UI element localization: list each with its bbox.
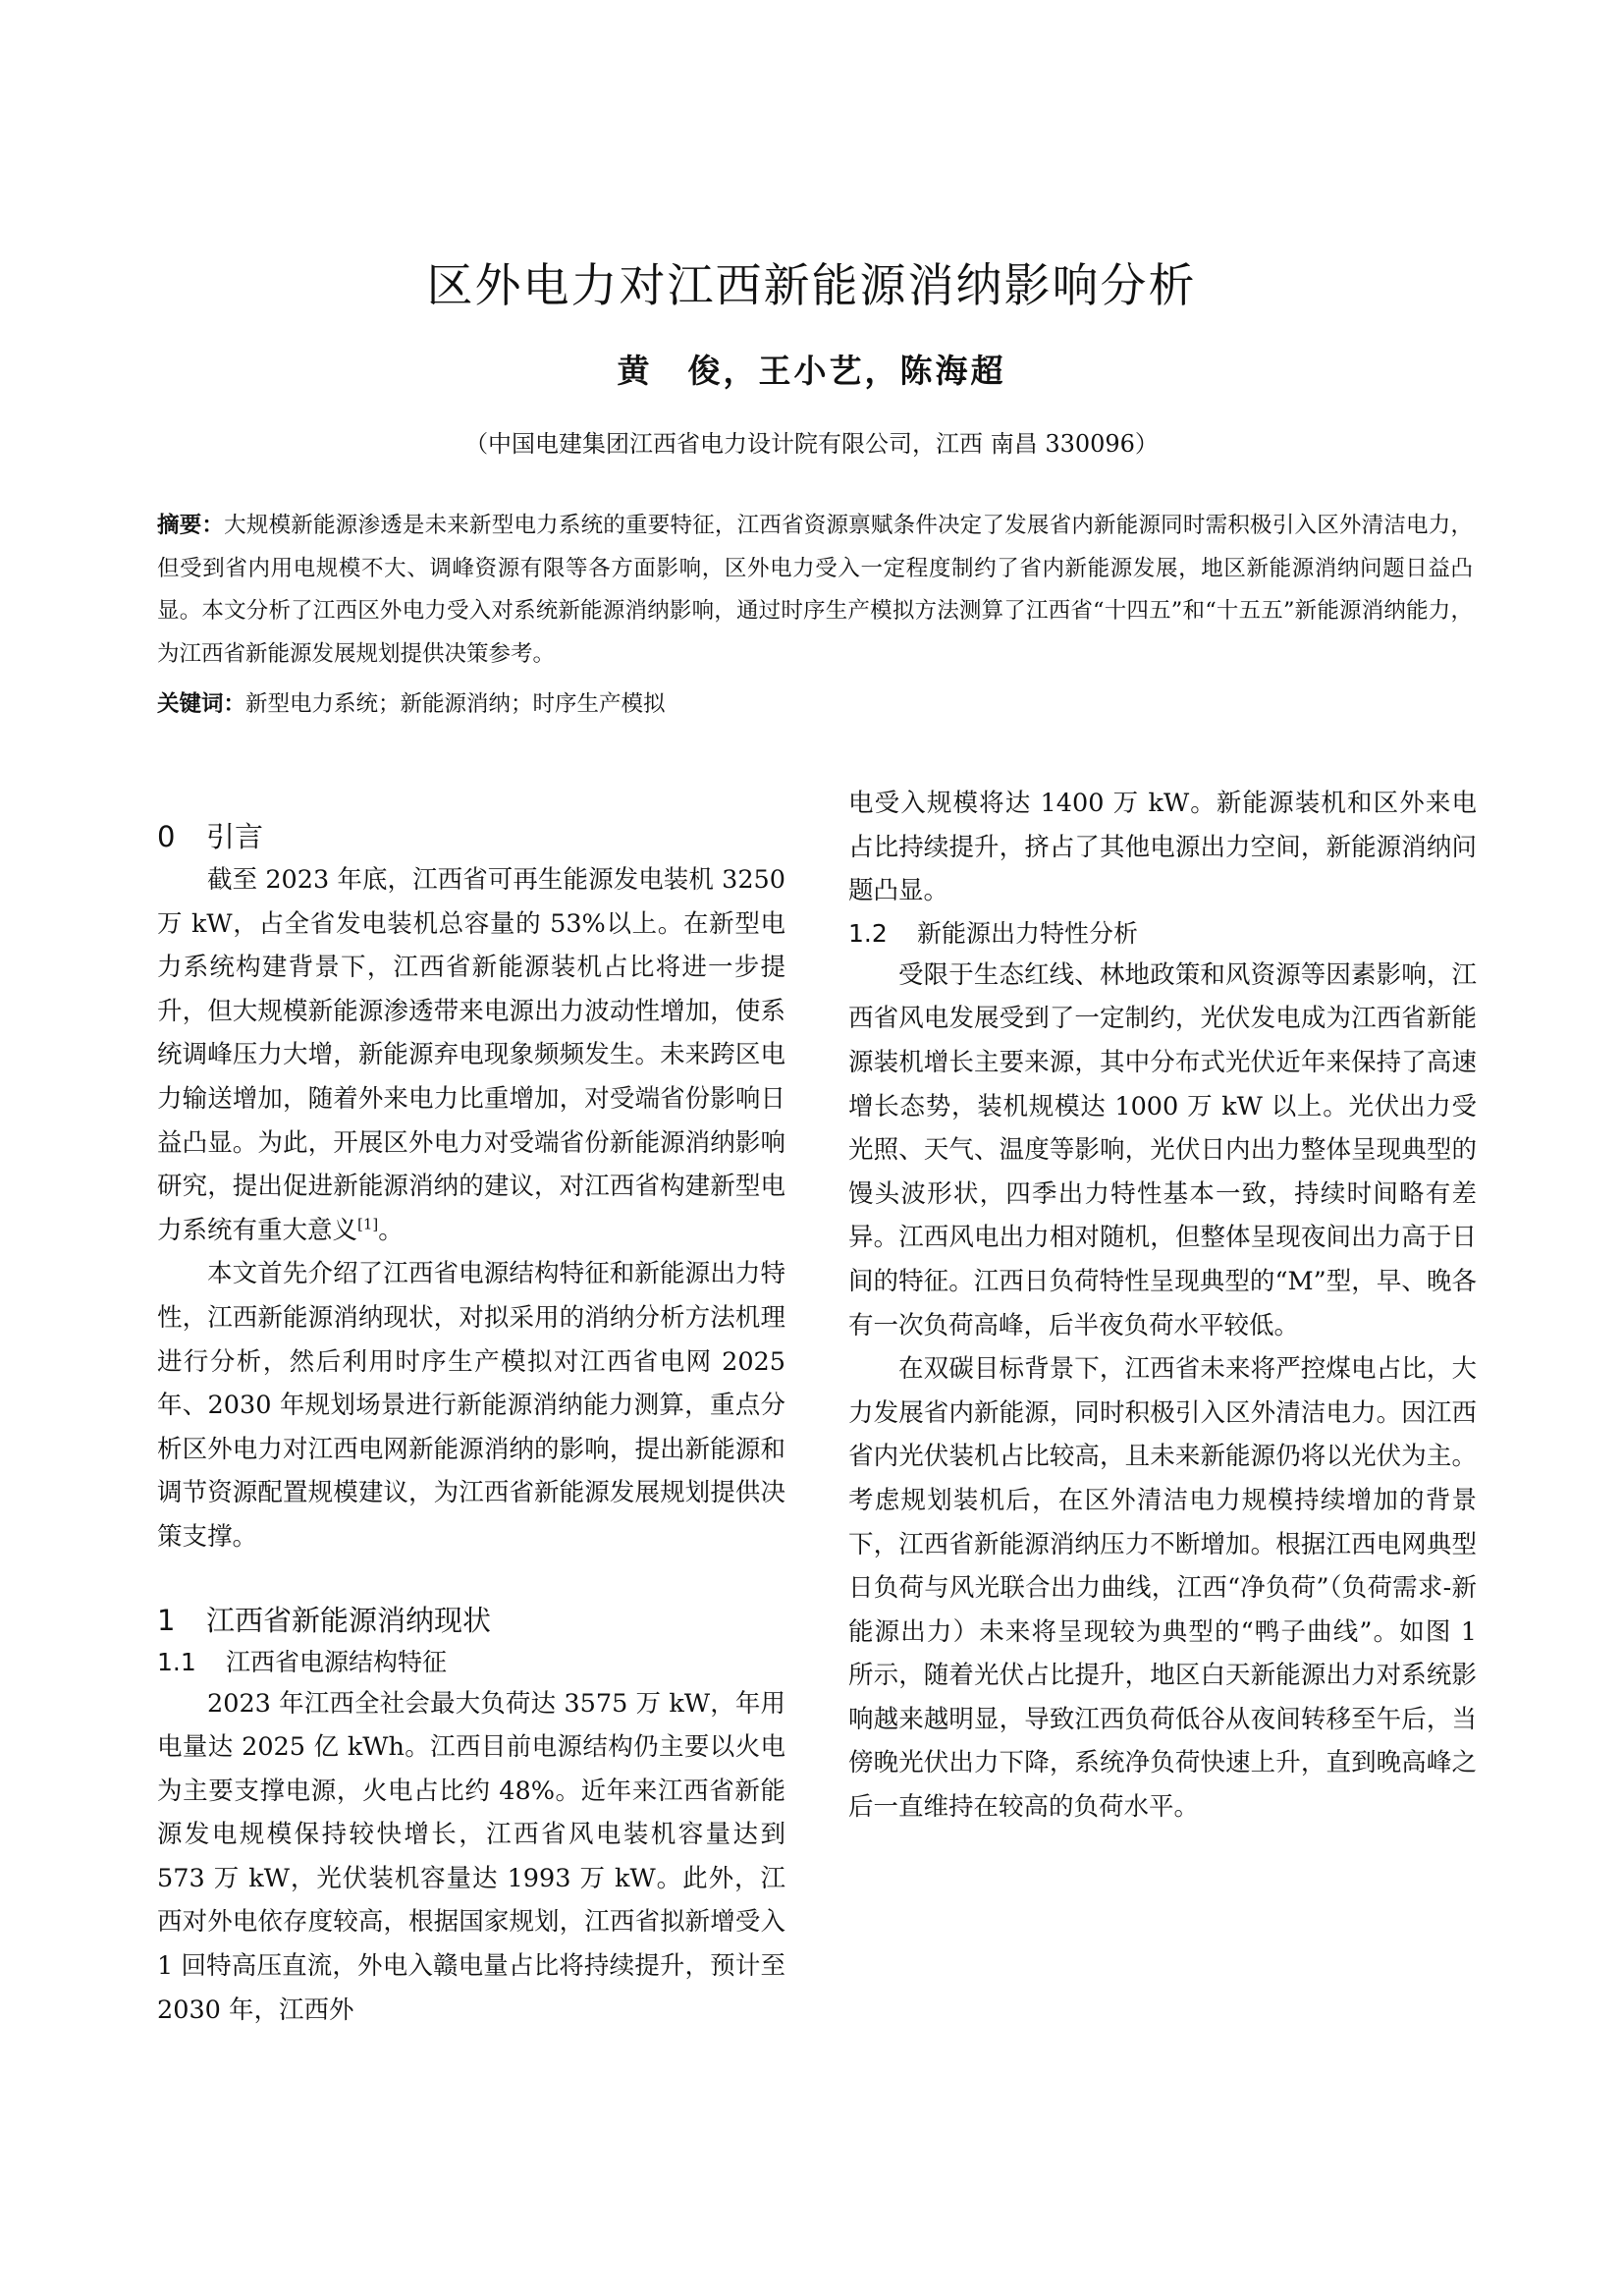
section-0-paragraph-1 bbox=[157, 858, 785, 1252]
citation-ref: [1] bbox=[357, 1215, 379, 1233]
section-0-paragraph-2: 本文首先介绍了江西省电源结构特征和新能源出力特性，江西新能源消纳现状，对拟采用的消纳分析方法机理进行分析，然后利用时序生产模拟对江西省电网 2025 年、2030 年规划场景进行新能源消纳能力测算，重点分析区外电力对江西电网新能源消纳的影响，提出新能源和调节资源配置规模建议，为江西省新能源发展规划提供决策支撑。 bbox=[157, 1259, 785, 1552]
paragraph-end: 。 bbox=[378, 1215, 404, 1245]
subsection-1-2-paragraph-1: 受限于生态红线、林地政策和风资源等因素影响，江西省风电发展受到了一定制约，光伏发电成为江西省新能源装机增长主要来源，其中分布式光伏近年来保持了高速增长态势，装机规模达 1000 万 kW 以上。光伏出力受光照、天气、温度等影响，光伏日内出力整体呈现典型的馒头波形状，四季出力特性基本一致，持续时间略有差异。江西风电出力相对随机，但整体呈现夜间出力高于日间的特征。江西日负荷特性呈现典型的“M”型，早、晚各有一次负荷高峰，后半夜负荷水平较低。 bbox=[848, 959, 1477, 1340]
abstract-text: 大规模新能源渗透是未来新型电力系统的重要特征，江西省资源禀赋条件决定了发展省内新能源同时需积极引入区外清洁电力，但受到省内用电规模不大、调峰资源有限等各方面影响，区外电力受入一定程度制约了省内新能源发展，地区新能源消纳问题日益凸显。本文分析了江西区外电力受入对系统新能源消纳影响，通过时序生产模拟方法测算了江西省“十四五”和“十五五”新能源消纳能力，为江西省新能源发展规划提供决策参考。 bbox=[157, 513, 1473, 667]
section-0-number: 0 bbox=[157, 820, 176, 853]
abstract-label: 摘要： bbox=[157, 513, 225, 538]
subsection-1-2-number: 1.2 bbox=[848, 918, 888, 948]
subsection-1-2-title: 新能源出力特性分析 bbox=[917, 918, 1139, 948]
section-0-heading bbox=[157, 815, 785, 858]
authors: 黄 俊，王小艺，陈海超 bbox=[617, 352, 1006, 390]
keywords-text: 新型电力系统；新能源消纳；时序生产模拟 bbox=[245, 691, 666, 717]
subsection-1-1-paragraph: 2023 年江西全社会最大负荷达 3575 万 kW，年用电量达 2025 亿 kWh。江西目前电源结构仍主要以火电为主要支撑电源，火电占比约 48%。近年来江西省新能源发电规模保持较快增长，江西省风电装机容量达到 573 万 kW，光伏装机容量达 1993 万 kW。此外，江西对外电依存度较高，根据国家规划，江西省拟新增受入 1 回特高压直流，外电入赣电量占比将持续提升，预计至 2030 年，江西外 bbox=[157, 1688, 785, 2025]
section-1-heading bbox=[157, 1599, 785, 1642]
keywords-label: 关键词： bbox=[157, 691, 246, 717]
section-0-title: 引言 bbox=[206, 820, 264, 853]
subsection-1-2-heading bbox=[848, 913, 1477, 954]
subsection-1-1-title: 江西省电源结构特征 bbox=[226, 1647, 448, 1676]
paragraph-text: 截至 2023 年底，江西省可再生能源发电装机 3250 万 kW，占全省发电装机总容量的 53%以上。在新型电力系统构建背景下，江西省新能源装机占比将进一步提升，但大规模新能源渗透带来电源出力波动性增加，使系统调峰压力大增，新能源弃电现象频频发生。未来跨区电力输送增加，随着外来电力比重增加，对受端省份影响日益凸显。为此，开展区外电力对受端省份新能源消纳影响研究，提出促进新能源消纳的建议，对江西省构建新型电力系统有重大意义 bbox=[157, 865, 785, 1245]
paper-title: 区外电力对江西新能源消纳影响分析 bbox=[426, 259, 1197, 313]
left-column bbox=[157, 815, 785, 2032]
section-1-number: 1 bbox=[157, 1603, 176, 1637]
subsection-1-1-paragraph-continued: 电受入规模将达 1400 万 kW。新能源装机和区外来电占比持续提升，挤占了其他电源出力空间，新能源消纳问题凸显。 bbox=[848, 789, 1477, 906]
keywords bbox=[157, 683, 1473, 726]
affiliation: （中国电建集团江西省电力设计院有限公司，江西 南昌 330096） bbox=[464, 430, 1159, 458]
abstract bbox=[157, 505, 1473, 676]
subsection-1-1-number: 1.1 bbox=[157, 1647, 196, 1676]
subsection-1-2-paragraph-2: 在双碳目标背景下，江西省未来将严控煤电占比，大力发展省内新能源，同时积极引入区外清洁电力。因江西省内光伏装机占比较高，且未来新能源仍将以光伏为主。考虑规划装机后，在区外清洁电力规模持续增加的背景下，江西省新能源消纳压力不断增加。根据江西电网典型日负荷与风光联合出力曲线，江西“净负荷”（负荷需求-新能源出力）未来将呈现较为典型的“鸭子曲线”。如图 1 所示，随着光伏占比提升，地区白天新能源出力对系统影响越来越明显，导致江西负荷低谷从夜间转移至午后，当傍晚光伏出力下降，系统净负荷快速上升，直到晚高峰之后一直维持在较高的负荷水平。 bbox=[848, 1354, 1477, 1823]
section-1-title: 江西省新能源消纳现状 bbox=[206, 1603, 492, 1637]
subsection-1-1-heading bbox=[157, 1642, 785, 1682]
right-column bbox=[848, 782, 1477, 1830]
